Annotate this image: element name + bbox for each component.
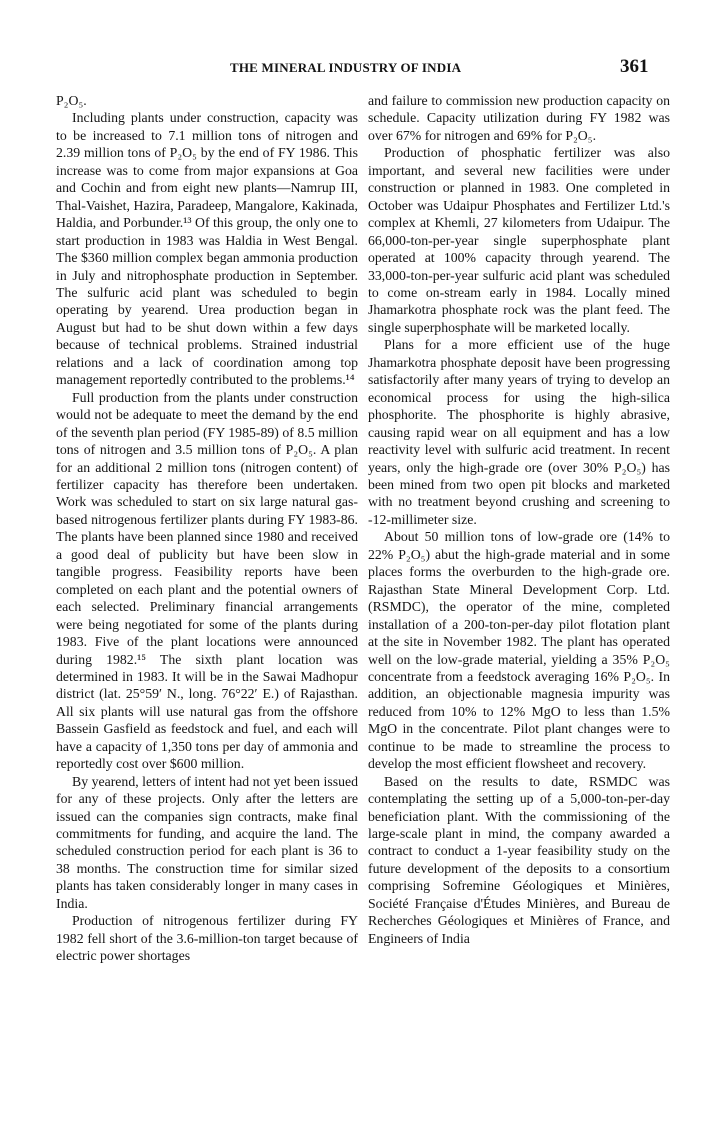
paragraph: Based on the results to date, RSMDC was contemplating the setting up of a 5,000-ton-per-day beneficiation plant. With the commissioning of the large-scale plant in mind, the company awarded a contract to conduct a 1-year feasibility study on the future development of the deposits to a consortium comprising Sofremine Géologiques et Minières, Société Française d'Études Minières, and Bureau de Recherches Géologiques et Minières of France, and Engineers of India	[368, 773, 670, 946]
paragraph: Production of nitrogenous fertilizer during FY 1982 fell short of the 3.6-million-ton target because of electric power shortages	[56, 913, 358, 964]
paragraph: and failure to commission new production capacity on schedule. Capacity utilization during FY 1982 was over 67% for nitrogen and 69% for P₂O₅.	[368, 93, 670, 143]
paragraph: About 50 million tons of low-grade ore (14% to 22% P₂O₅) abut the high-grade material and in some places forms the overburden to the high-grade ore. Rajasthan State Mineral Development Corp. Ltd. (RSMDC), the operator of the mine, completed installation of a 200-ton-per-day pilot flotation plant at the site in November 1982. The plant has operated well on the low-grade material, yielding a 35% P₂O₅ concentrate from a feedstock averaging 16% P₂O₅. In addition, an objectionable magnesia impurity was reduced from 10% to 12% MgO to less than 1.5% MgO in the concentrate. Pilot plant changes were to continue to be made to streamline the process to develop the most efficient flowsheet and recovery.	[368, 529, 670, 772]
paragraph: Full production from the plants under construction would not be adequate to meet the demand by the end of the seventh plan period (FY 1985-89) of 8.5 million tons of nitrogen and 3.5 million tons of P₂O₅. A plan for an additional 2 million tons (nitrogen content) of fertilizer capacity has therefore been undertaken. Work was scheduled to start on six large natural gas-based nitrogenous fertilizer plants during FY 1983-86. The plants have been planned since 1980 and received a good deal of publicity but have been slow in tangible progress. Feasibility reports have been completed on each plant and the potential owners of each selected. Preliminary financial arrangements were being negotiated for some of the plants during 1983. Five of the plant locations were announced during 1982.¹⁵ The sixth plant location was determined in 1983. It will be in the Sawai Madhopur district (lat. 25°59′ N., long. 76°22′ E.) of Rajasthan. All six plants will use natural gas from the offshore Bassein Gasfield as feedstock and fuel, and each will have a capacity of 1,350 tons per day of ammonia and reportedly cost over $600 million.	[56, 389, 358, 772]
paragraph: By yearend, letters of intent had not yet been issued for any of these projects. Only after the letters are issued can the companies sign contracts, make final commitments for funding, and acquire the land. The scheduled construction period for each plant is 36 to 38 months. The construction time for similar sized plants has taken considerably longer in many cases in India.	[56, 773, 358, 911]
running-title: THE MINERAL INDUSTRY OF INDIA	[230, 60, 462, 75]
left-column	[56, 92, 358, 965]
paragraph: Production of phosphatic fertilizer was also important, and several new facilities were under construction or planned in 1983. One completed in October was Udaipur Phosphates and Fertilizer Ltd.'s complex at Khemli, 27 kilometers from Udaipur. The 66,000-ton-per-year single superphosphate plant operated at 100% capacity through yearend. The 33,000-ton-per-year sulfuric acid plant was scheduled to come on-stream early in 1984. Locally mined Jhamarkotra phosphate rock was the plant feed. The single superphosphate will be marketed locally.	[368, 145, 670, 335]
page-header	[0, 56, 712, 80]
right-column	[368, 92, 670, 947]
paragraph: Including plants under construction, capacity was to be increased to 7.1 million tons of nitrogen and 2.39 million tons of P₂O₅ by the end of FY 1986. This increase was to come from major expansions at Goa and Cochin and from eight new plants—Namrup III, Thal-Vaishet, Hazira, Paradeep, Mangalore, Kakinada, Haldia, and Porbunder.¹³ Of this group, the only one to start production in 1983 was Haldia in West Bengal. The $360 million complex began ammonia production in July and nitrophosphate production in September. The sulfuric acid plant was scheduled to begin operating by yearend. Urea production began in August but had to be shut down within a few days because of technical problems. Strained industrial relations and a lack of coordination among top management reportedly contributed to the problems.¹⁴	[56, 110, 358, 388]
page-number: 361	[620, 56, 649, 77]
paragraph: P₂O₅.	[56, 93, 87, 108]
paragraph: Plans for a more efficient use of the huge Jhamarkotra phosphate deposit have been progressing satisfactorily after many years of trying to develop an economical process for using the high-silica phosphorite. The phosphorite is highly abrasive, causing rapid wear on all equipment and has a low reactivity level with sulfuric acid treatment. In recent years, only the high-grade ore (over 30% P₂O₅) has been mined from two open pit blocks and marketed with no treatment beyond crushing and screening to -12-millimeter size.	[368, 337, 670, 527]
